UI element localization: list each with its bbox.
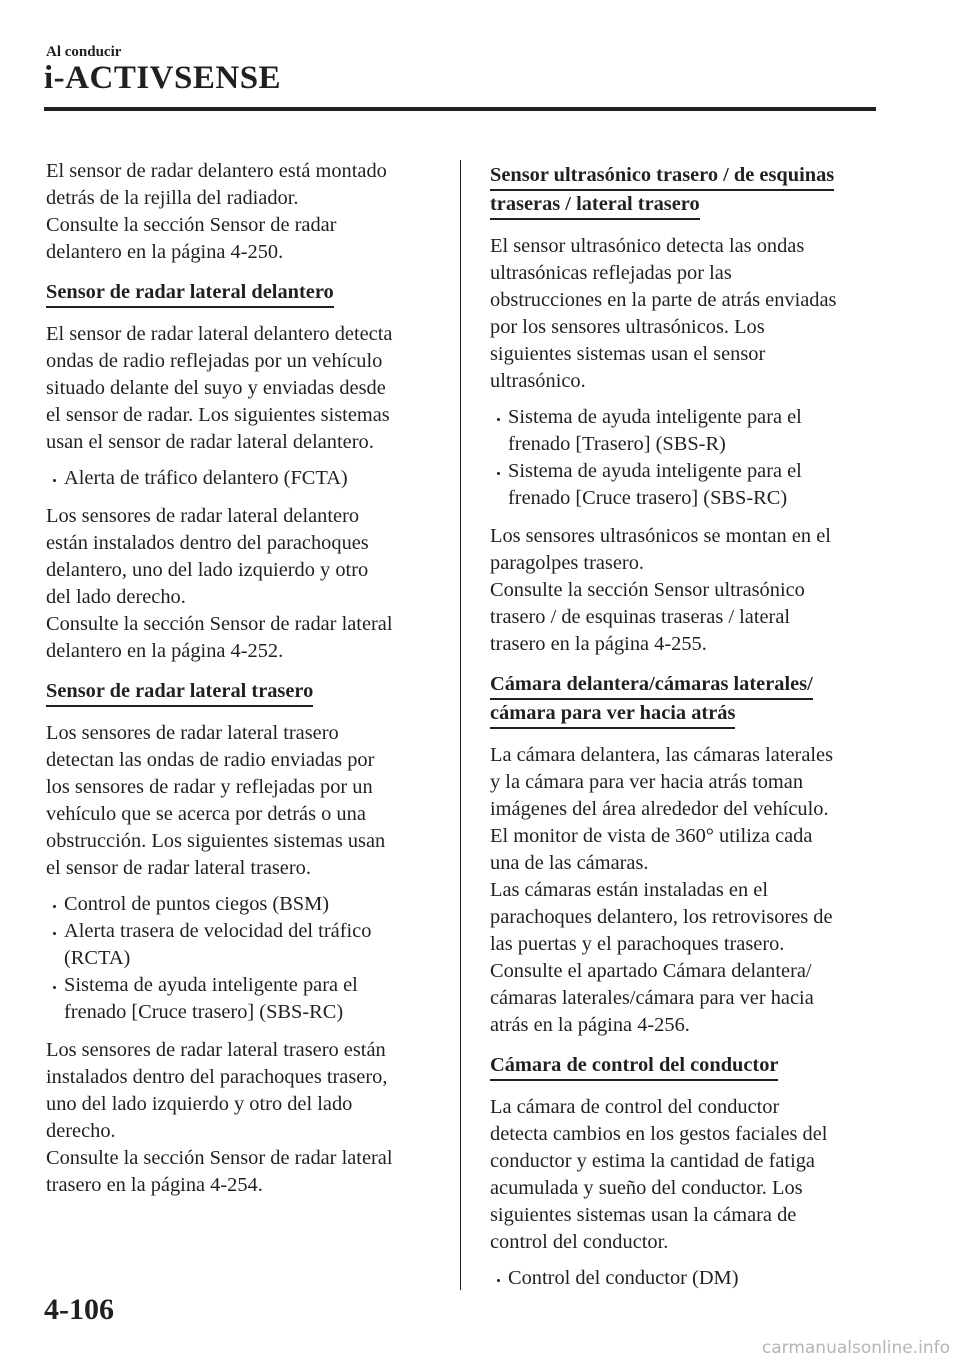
- ultrasonic-systems: [490, 404, 880, 512]
- list-item: Alerta de tráfico delantero (FCTA): [64, 465, 431, 492]
- list-item: Control del conductor (DM): [508, 1265, 880, 1292]
- section-label: Al conducir: [46, 44, 122, 60]
- ultrasonic-description: El sensor ultrasónico detecta las ondas ultrasónicas reflejadas por las obstrucciones en la parte de atrás enviadas por los sensores ultrasónicos. Los siguientes sistemas usan el sensor ultrasónico.: [490, 235, 837, 392]
- right-column: [490, 158, 880, 1303]
- header-rule: [44, 107, 876, 111]
- heading-cameras-line-1: Cámara delantera/cámaras laterales/: [490, 671, 813, 700]
- list-item: Sistema de ayuda inteligente para el frenado [Cruce trasero] (SBS-RC): [64, 972, 431, 1026]
- driver-camera-systems: [490, 1265, 880, 1292]
- heading-front-side-radar: Sensor de radar lateral delantero: [46, 279, 334, 308]
- front-side-radar-systems: [46, 465, 431, 492]
- list-item: Control de puntos ciegos (BSM): [64, 891, 431, 918]
- rear-side-radar-location: Los sensores de radar lateral trasero están instalados dentro del parachoques trasero, uno del lado izquierdo y otro del lado derecho. Consulte la sección Sensor de radar lateral trasero en la página 4-254.: [46, 1039, 393, 1196]
- ultrasonic-location: Los sensores ultrasónicos se montan en el paragolpes trasero. Consulte la sección Sensor ultrasónico trasero / de esquinas traseras / lateral trasero en la página 4-255.: [490, 525, 831, 655]
- column-divider: [460, 160, 461, 1290]
- heading-ultrasonic-line-1: Sensor ultrasónico trasero / de esquinas: [490, 162, 834, 191]
- cameras-description: La cámara delantera, las cámaras laterales y la cámara para ver hacia atrás toman imágenes del área alrededor del vehículo. El monitor de vista de 360° utiliza cada una de las cámaras. Las cámaras están instaladas en el parachoques delantero, los retrovisores de las puertas y el parachoques trasero. Consulte el apartado Cámara delantera/ cámaras laterales/cámara para ver hacia atrás en la página 4-256.: [490, 744, 834, 1036]
- heading-ultrasonic-line-2: traseras / lateral trasero: [490, 191, 700, 220]
- list-item: Sistema de ayuda inteligente para el frenado [Cruce trasero] (SBS-RC): [508, 458, 880, 512]
- list-item: Alerta trasera de velocidad del tráfico (RCTA): [64, 918, 431, 972]
- watermark: carmanualsonline.info: [761, 1338, 950, 1358]
- list-item: Sistema de ayuda inteligente para el frenado [Trasero] (SBS-R): [508, 404, 880, 458]
- left-column: [46, 158, 431, 1208]
- driver-camera-description: La cámara de control del conductor detecta cambios en los gestos faciales del conductor y estima la cantidad de fatiga acumulada y sueño del conductor. Los siguientes sistemas usan la cámara de control del conductor.: [490, 1096, 828, 1253]
- heading-cameras-line-2: cámara para ver hacia atrás: [490, 700, 735, 729]
- page-title: i-ACTIVSENSE: [44, 60, 282, 96]
- intro-paragraph: El sensor de radar delantero está montado detrás de la rejilla del radiador. Consulte la sección Sensor de radar delantero en la página 4-250.: [46, 160, 387, 263]
- heading-driver-camera: Cámara de control del conductor: [490, 1052, 778, 1081]
- heading-rear-side-radar: Sensor de radar lateral trasero: [46, 678, 313, 707]
- rear-side-radar-description: Los sensores de radar lateral trasero detectan las ondas de radio enviadas por los sensores de radar y reflejadas por un vehículo que se acerca por detrás o una obstrucción. Los siguientes sistemas usan el sensor de radar lateral trasero.: [46, 722, 386, 879]
- rear-side-radar-systems: [46, 891, 431, 1026]
- front-side-radar-description: El sensor de radar lateral delantero detecta ondas de radio reflejadas por un vehículo situado delante del suyo y enviadas desde el sensor de radar. Los siguientes sistemas usan el sensor de radar lateral delantero.: [46, 323, 393, 453]
- page-number: 4-106: [44, 1293, 114, 1326]
- front-side-radar-location: Los sensores de radar lateral delantero están instalados dentro del parachoques delantero, uno del lado izquierdo y otro del lado derecho. Consulte la sección Sensor de radar lateral delantero en la página 4-252.: [46, 505, 393, 662]
